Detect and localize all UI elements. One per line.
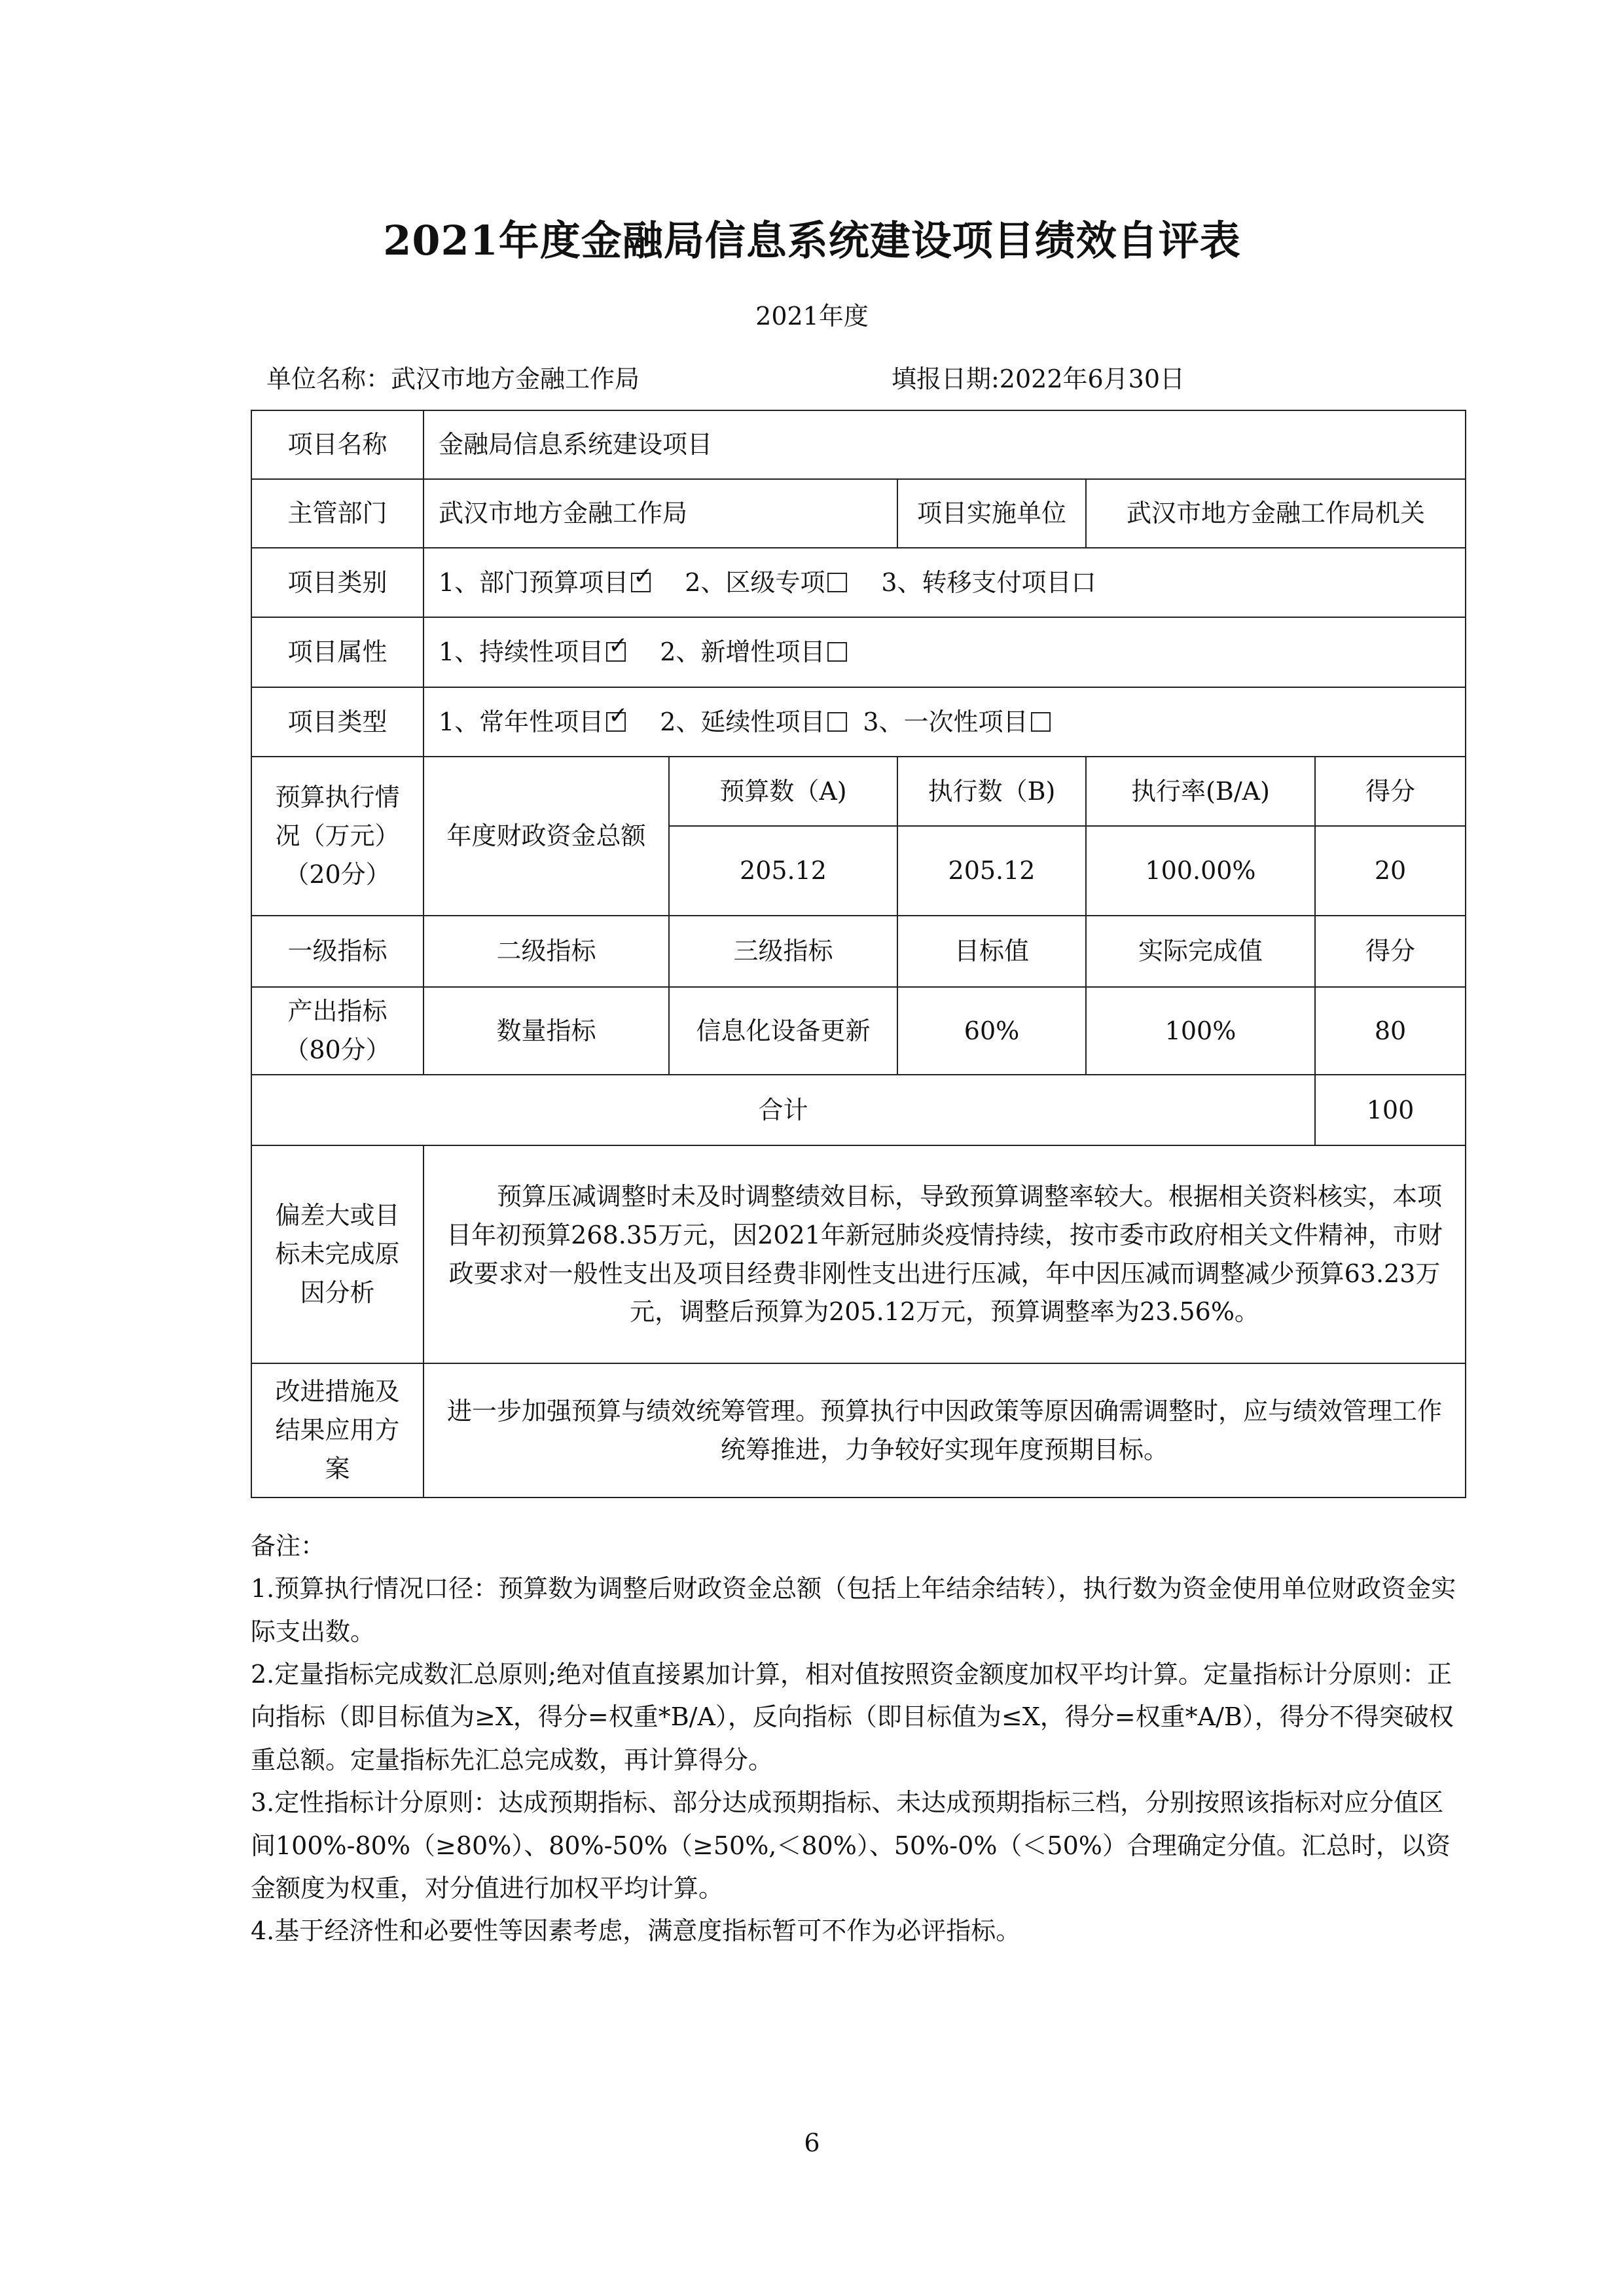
checked-checkbox-icon[interactable] xyxy=(606,712,626,732)
table-row xyxy=(251,687,1466,757)
attribute-options xyxy=(424,617,1466,687)
budget-value-b: 205.12 xyxy=(897,826,1086,916)
indicator-header-actual: 实际完成值 xyxy=(1086,916,1315,987)
attribute-option-2: 2、新增性项目 xyxy=(660,637,825,667)
type-option-1: 1、常年性项目 xyxy=(439,707,604,736)
unit-name: 单位名称：武汉市地方金融工作局 xyxy=(266,365,640,393)
indicator-header-target: 目标值 xyxy=(897,916,1086,987)
budget-value-a: 205.12 xyxy=(669,826,897,916)
table-row xyxy=(251,1363,1466,1498)
checkbox-icon[interactable] xyxy=(827,573,847,592)
evaluation-table xyxy=(251,410,1466,1498)
category-option-2: 2、区级专项 xyxy=(685,567,825,597)
checkbox-icon[interactable] xyxy=(1031,712,1051,732)
table-row xyxy=(251,548,1466,617)
note-item: 3.定性指标计分原则：达成预期指标、部分达成预期指标、未达成预期指标三档，分别按照该指标对应分值区间100%-80%（≥80%）、80%-50%（≥50%,＜80%）、50%-0%（＜50%）合理确定分值。汇总时，以资金额度为权重，对分值进行加权平均计算。 xyxy=(251,1788,1451,1903)
improve-label: 改进措施及结果应用方案 xyxy=(251,1363,424,1498)
table-row xyxy=(251,757,1466,826)
table-row xyxy=(251,916,1466,987)
attribute-option-1: 1、持续性项目 xyxy=(439,637,604,667)
note-item: 1.预算执行情况口径：预算数为调整后财政资金总额（包括上年结余结转），执行数为资金使用单位财政资金实际支出数。 xyxy=(251,1574,1456,1646)
indicator-score: 80 xyxy=(1315,987,1466,1075)
indicator-header-3: 三级指标 xyxy=(669,916,897,987)
table-row xyxy=(251,987,1466,1075)
note-item: 2.定量指标完成数汇总原则;绝对值直接累加计算，相对值按照资金额度加权平均计算。定量指标计分原则：正向指标（即目标值为≥X，得分=权重*B/A），反向指标（即目标值为≤X，得分=权重*A/B），得分不得突破权重总额。定量指标先汇总完成数，再计算得分。 xyxy=(251,1660,1454,1774)
category-option-1: 1、部门预算项目 xyxy=(439,567,629,597)
category-options xyxy=(424,548,1466,617)
checked-checkbox-icon[interactable] xyxy=(606,642,626,662)
indicator-header-2: 二级指标 xyxy=(424,916,669,987)
budget-sub-label: 年度财政资金总额 xyxy=(424,757,669,916)
impl-unit-value: 武汉市地方金融工作局机关 xyxy=(1086,479,1466,548)
table-row xyxy=(251,479,1466,548)
deviation-label: 偏差大或目标未完成原因分析 xyxy=(251,1145,424,1363)
budget-value-rate: 100.00% xyxy=(1086,826,1315,916)
indicator-level-2: 数量指标 xyxy=(424,987,669,1075)
dept-value: 武汉市地方金融工作局 xyxy=(424,479,897,548)
project-name-value: 金融局信息系统建设项目 xyxy=(424,410,1466,479)
page-subtitle: 2021年度 xyxy=(755,302,869,331)
category-label: 项目类别 xyxy=(251,548,424,617)
page-number: 6 xyxy=(804,2128,820,2157)
fill-date: 填报日期:2022年6月30日 xyxy=(892,365,1185,393)
table-row xyxy=(251,1075,1466,1145)
budget-header-a: 预算数（A) xyxy=(669,757,897,826)
budget-header-b: 执行数（B) xyxy=(897,757,1086,826)
note-item: 4.基于经济性和必要性等因素考虑，满意度指标暂可不作为必评指标。 xyxy=(251,1916,1021,1946)
type-option-3: 3、一次性项目 xyxy=(863,707,1028,736)
indicator-actual: 100% xyxy=(1086,987,1315,1075)
total-label: 合计 xyxy=(251,1075,1315,1145)
indicator-header-score: 得分 xyxy=(1315,916,1466,987)
table-row xyxy=(251,1145,1466,1363)
notes-heading: 备注： xyxy=(251,1532,326,1560)
page-title: 2021年度金融局信息系统建设项目绩效自评表 xyxy=(383,217,1241,264)
dept-label: 主管部门 xyxy=(251,479,424,548)
impl-unit-label: 项目实施单位 xyxy=(897,479,1086,548)
type-label: 项目类型 xyxy=(251,687,424,757)
table-row xyxy=(251,617,1466,687)
indicator-level-1: 产出指标（80分） xyxy=(251,987,424,1075)
type-options xyxy=(424,687,1466,757)
checkbox-icon[interactable] xyxy=(827,712,847,732)
indicator-target: 60% xyxy=(897,987,1086,1075)
deviation-text: 预算压减调整时未及时调整绩效目标，导致预算调整率较大。根据相关资料核实，本项目年初预算268.35万元，因2021年新冠肺炎疫情持续，按市委市政府相关文件精神，市财政要求对一般性支出及项目经费非刚性支出进行压减，年中因压减而调整减少预算63.23万元，调整后预算为205.12万元，预算调整率为23.56%。 xyxy=(424,1145,1466,1363)
project-name-label: 项目名称 xyxy=(251,410,424,479)
checkbox-icon[interactable] xyxy=(827,642,847,662)
table-row xyxy=(251,410,1466,479)
improve-text: 进一步加强预算与绩效统筹管理。预算执行中因政策等原因确需调整时，应与绩效管理工作统筹推进，力争较好实现年度预期目标。 xyxy=(424,1363,1466,1498)
budget-header-score: 得分 xyxy=(1315,757,1466,826)
checked-checkbox-icon[interactable] xyxy=(631,573,651,592)
type-option-2: 2、延续性项目 xyxy=(660,707,825,736)
attribute-label: 项目属性 xyxy=(251,617,424,687)
budget-label: 预算执行情况（万元）（20分） xyxy=(251,757,424,916)
total-value: 100 xyxy=(1315,1075,1466,1145)
budget-header-rate: 执行率(B/A) xyxy=(1086,757,1315,826)
notes-section xyxy=(251,1525,1465,1953)
budget-value-score: 20 xyxy=(1315,826,1466,916)
indicator-header-1: 一级指标 xyxy=(251,916,424,987)
indicator-level-3: 信息化设备更新 xyxy=(669,987,897,1075)
category-option-3: 3、转移支付项目口 xyxy=(881,567,1096,597)
